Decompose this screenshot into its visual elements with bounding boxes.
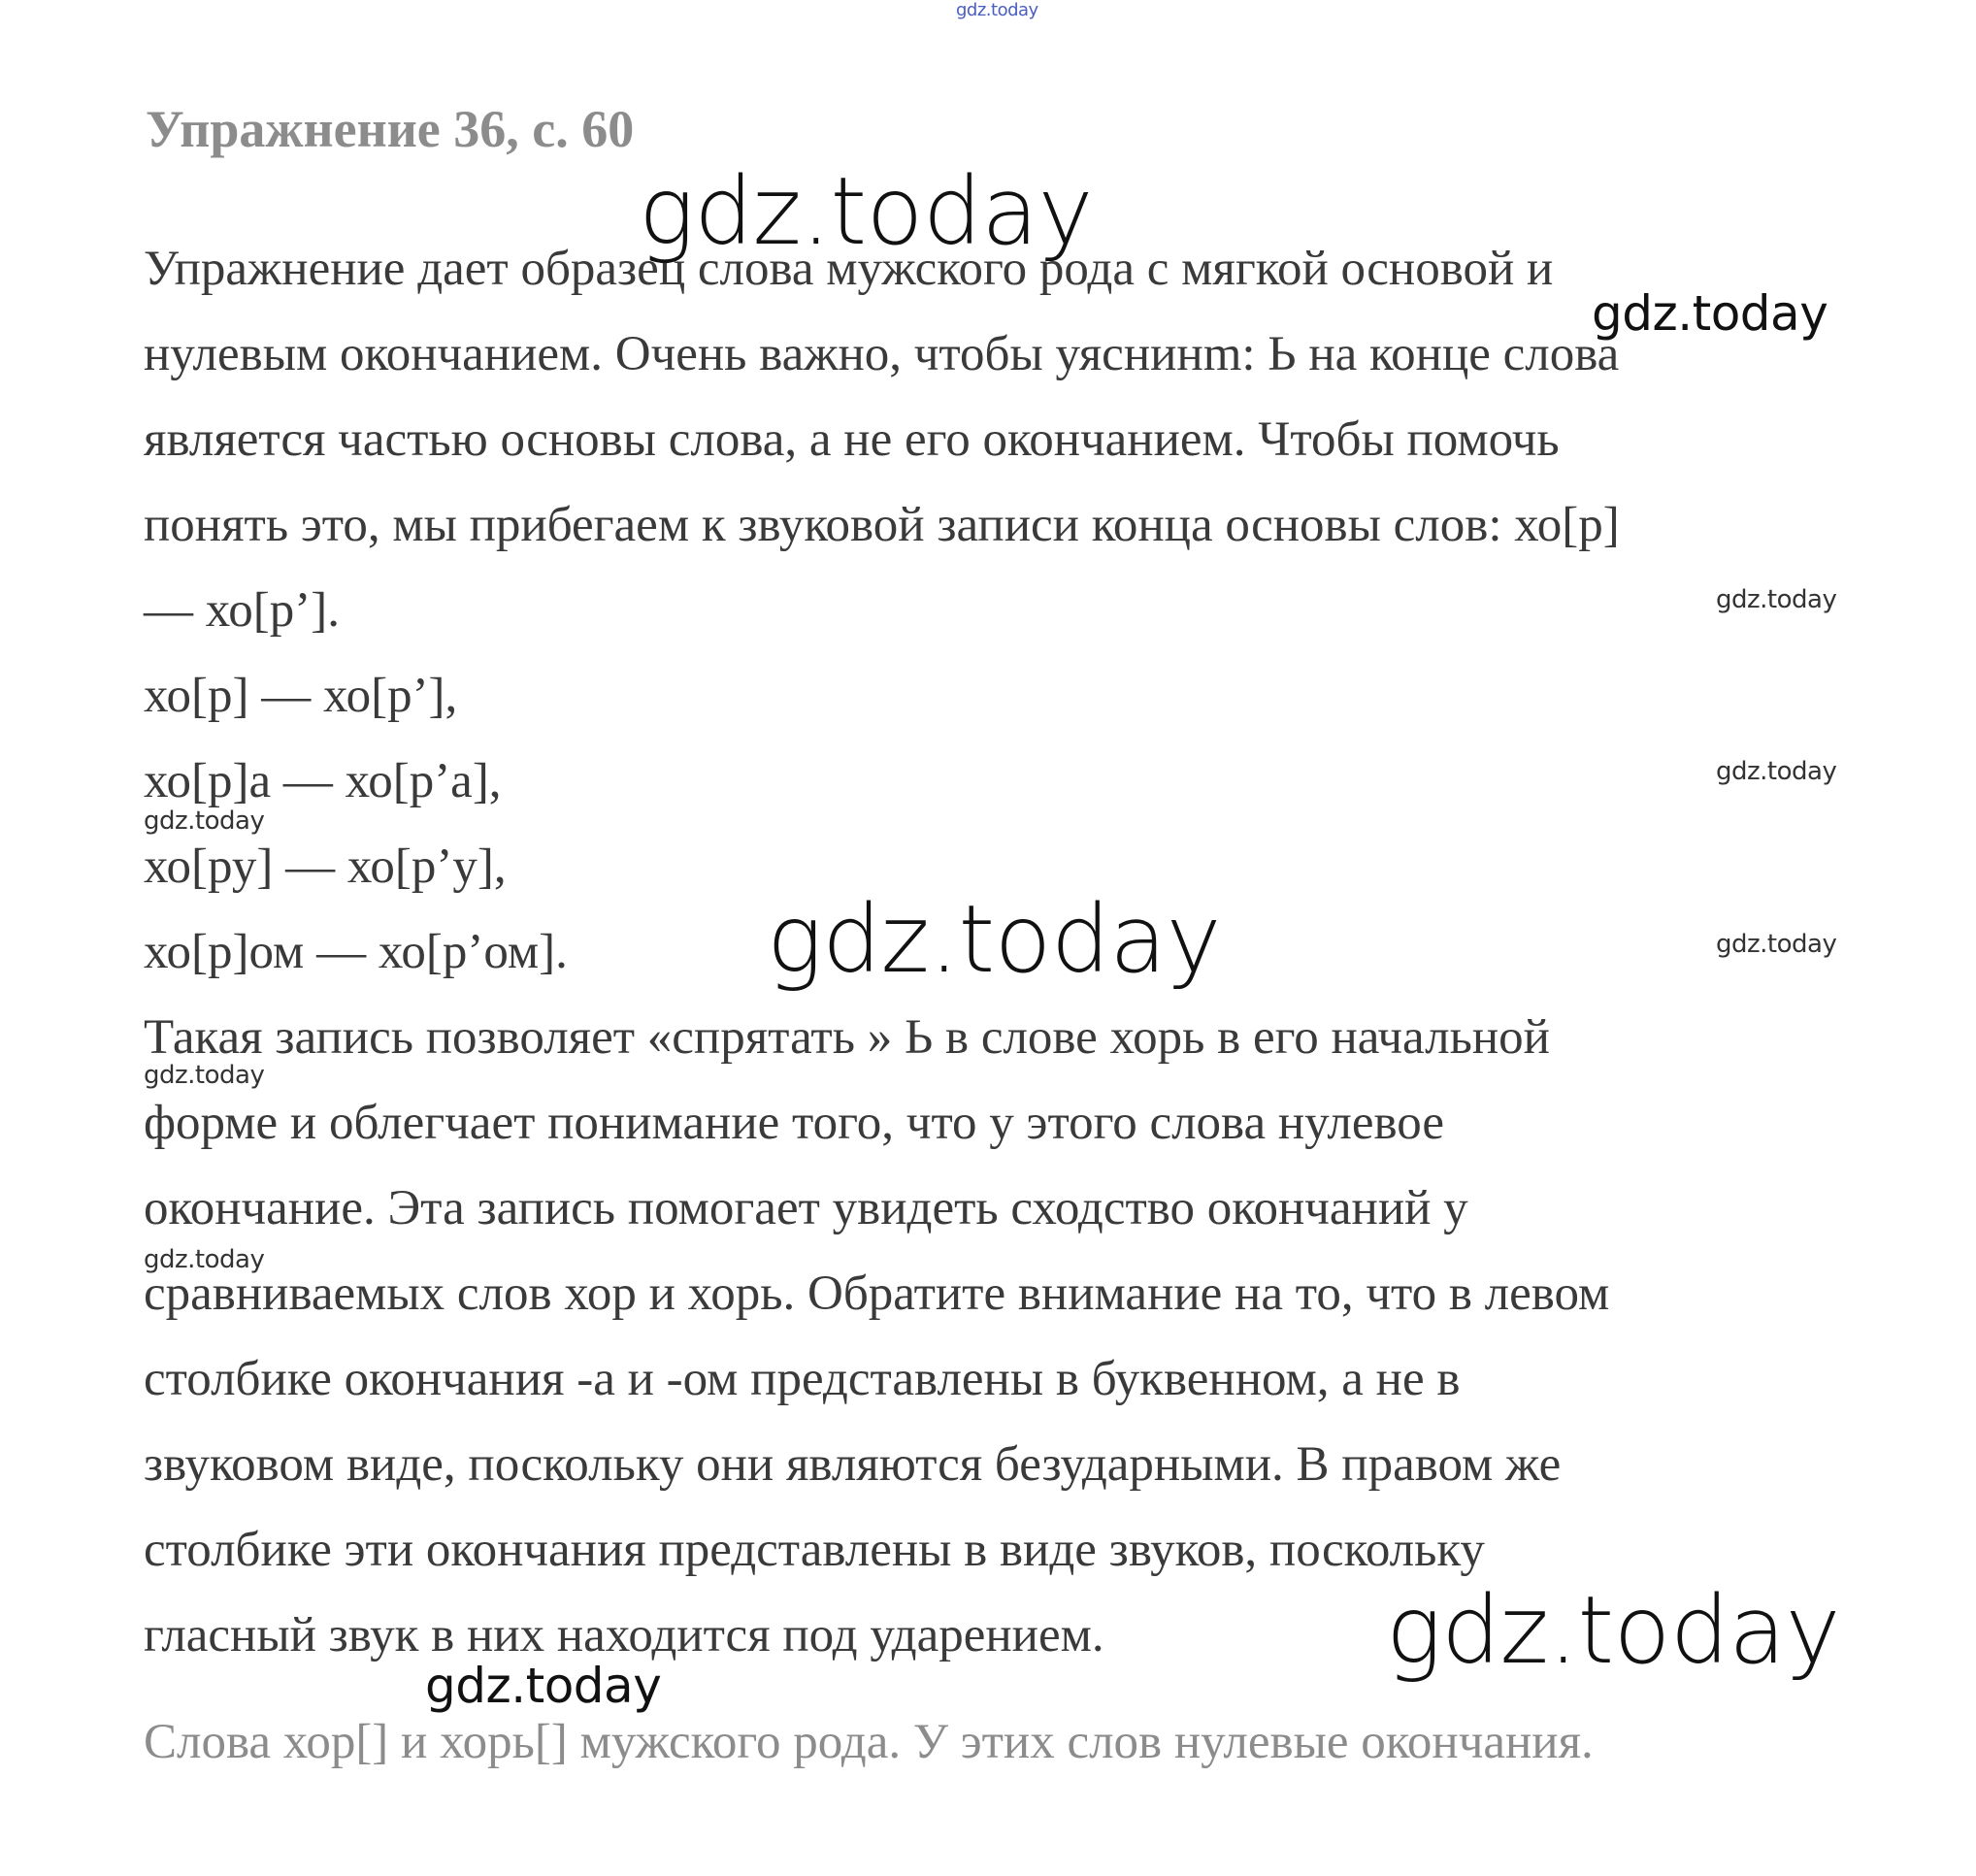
watermark-small-6: gdz.today	[144, 1245, 265, 1274]
watermark-small-3: gdz.today	[144, 806, 265, 836]
text-line-12: окончание. Эта запись помогает увидеть сходство окончаний у	[144, 1181, 1468, 1235]
text-line-1: Упражнение дает образец слова мужского рода с мягкой основой и	[144, 242, 1554, 296]
text-line-10: Такая запись позволяет «спрятать » Ь в слове хорь в его начальной	[144, 1010, 1550, 1065]
text-line-2: нулевым окончанием. Очень важно, чтобы уяснинm: Ь на конце слова	[144, 327, 1620, 381]
text-line-7: хо[р]а — хо[р’а],	[144, 754, 502, 808]
watermark-small-2: gdz.today	[1716, 757, 1837, 786]
watermark-medium-2: gdz.today	[425, 1658, 662, 1714]
text-line-5: — хо[р’].	[144, 583, 341, 638]
text-line-9: хо[р]ом — хо[р’ом].	[144, 925, 568, 979]
text-line-13: сравниваемых слов хор и хорь. Обратите внимание на то, что в левом	[144, 1267, 1610, 1321]
watermark-top: gdz.today	[956, 0, 1038, 20]
watermark-large-1: gdz.today	[639, 157, 1093, 266]
watermark-small-1: gdz.today	[1716, 585, 1837, 614]
text-line-8: хо[ру] — хо[р’у],	[144, 839, 507, 894]
watermark-large-2: gdz.today	[767, 885, 1221, 994]
exercise-title: Упражнение 36, с. 60	[146, 100, 635, 158]
text-line-11: форме и облегчает понимание того, что у этого слова нулевое	[144, 1096, 1444, 1150]
text-line-14: столбике окончания -а и -ом представлены в буквенном, а не в	[144, 1352, 1461, 1406]
watermark-medium-1: gdz.today	[1592, 285, 1828, 342]
watermark-small-4: gdz.today	[1716, 930, 1837, 959]
text-line-3: является частью основы слова, а не его окончанием. Чтобы помочь	[144, 412, 1560, 467]
text-line-4: понять это, мы прибегаем к звуковой записи конца основы слов: хо[р]	[144, 498, 1620, 552]
watermark-small-5: gdz.today	[144, 1061, 265, 1090]
answer-line: Слова хор[] и хорь[] мужского рода. У этих слов нулевые окончания.	[144, 1715, 1594, 1769]
watermark-large-3: gdz.today	[1386, 1576, 1840, 1685]
text-line-16: столбике эти окончания представлены в виде звуков, поскольку	[144, 1523, 1485, 1577]
text-line-17: гласный звук в них находится под ударением.	[144, 1608, 1104, 1662]
text-line-15: звуковом виде, поскольку они являются безударными. В правом же	[144, 1437, 1562, 1492]
text-line-6: хо[р] — хо[р’],	[144, 669, 458, 723]
